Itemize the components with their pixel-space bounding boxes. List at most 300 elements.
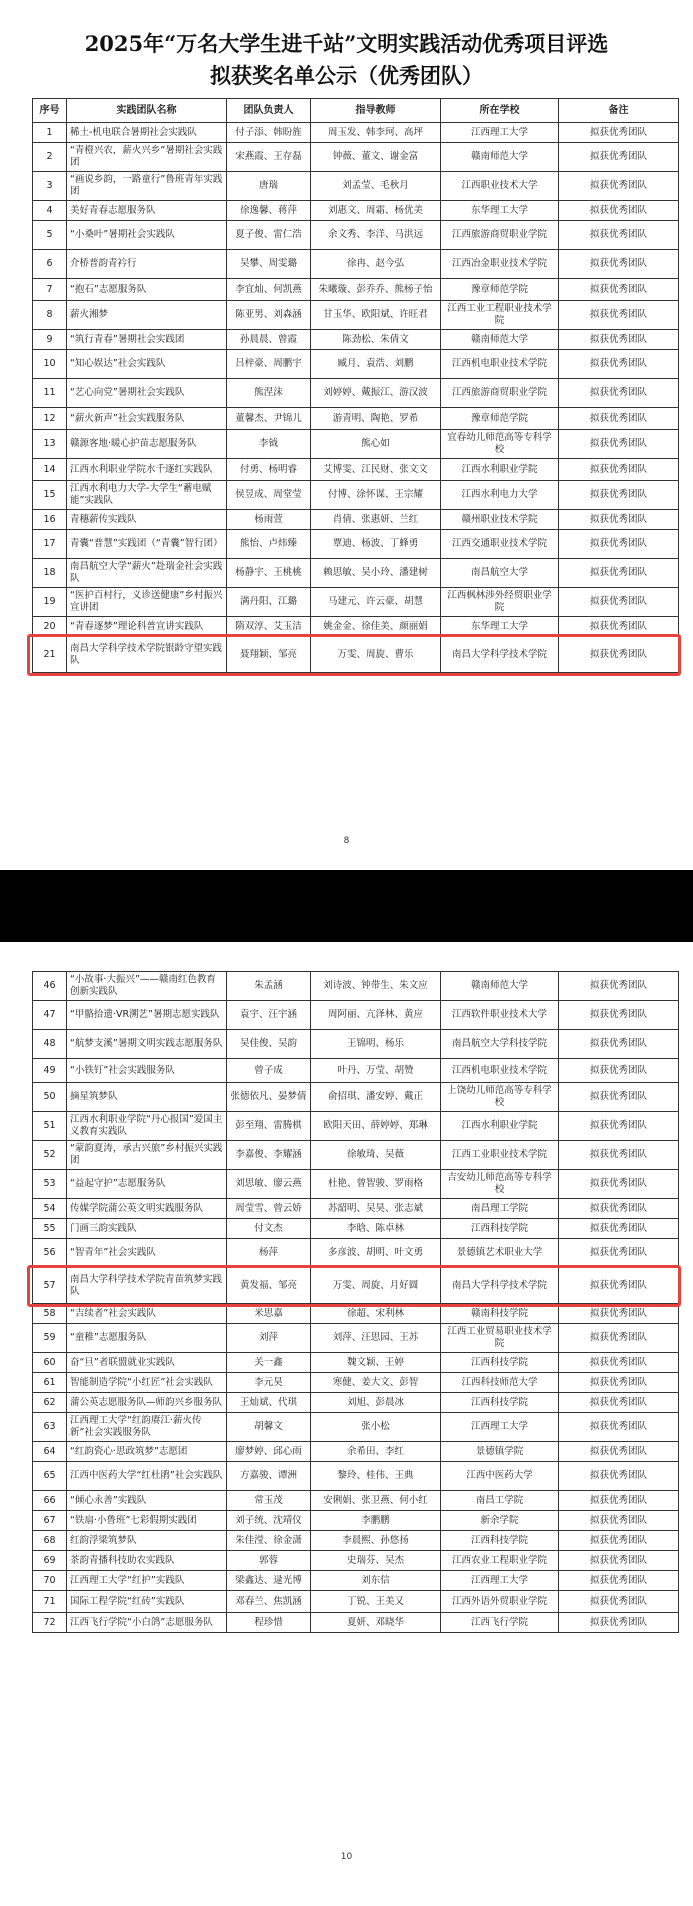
advisor: 叶丹、万莹、胡赞 (311, 1059, 441, 1083)
note: 拟获优秀团队 (559, 350, 679, 379)
note: 拟获优秀团队 (559, 1083, 679, 1112)
note: 拟获优秀团队 (559, 330, 679, 350)
note: 拟获优秀团队 (559, 1531, 679, 1551)
team-name: 南昌大学科学技术学院银龄守望实践队 (67, 637, 227, 673)
team-name: 门画三韵实践队 (67, 1219, 227, 1239)
team-leader: 彭至翔、雷腾棋 (227, 1112, 311, 1141)
row-number: 56 (33, 1239, 67, 1268)
note: 拟获优秀团队 (559, 301, 679, 330)
row-number: 67 (33, 1511, 67, 1531)
row-number: 55 (33, 1219, 67, 1239)
note: 拟获优秀团队 (559, 1442, 679, 1462)
note: 拟获优秀团队 (559, 1393, 679, 1413)
note: 拟获优秀团队 (559, 1170, 679, 1199)
school-name: 南昌航空大学科技学院 (441, 1030, 559, 1059)
note: 拟获优秀团队 (559, 1462, 679, 1491)
note: 拟获优秀团队 (559, 588, 679, 617)
team-name: 红韵浮梁筑梦队 (67, 1531, 227, 1551)
table-row (33, 559, 679, 588)
team-leader: 刘子统、沈靖仪 (227, 1511, 311, 1531)
advisor: 钟薇、董文、谢金富 (311, 143, 441, 172)
team-leader: 隋双淳、艾玉洁 (227, 617, 311, 637)
team-name: “蒙韵夏涛，承古兴旅”乡村振兴实践团 (67, 1141, 227, 1170)
note: 拟获优秀团队 (559, 1239, 679, 1268)
note: 拟获优秀团队 (559, 972, 679, 1001)
row-number: 3 (33, 172, 67, 201)
team-leader: 付文杰 (227, 1219, 311, 1239)
row-number: 10 (33, 350, 67, 379)
school-name: 南昌大学科学技术学院 (441, 1268, 559, 1304)
team-name: “青橙兴农，薪火兴乡”暑期社会实践团 (67, 143, 227, 172)
team-leader: 郭蓉 (227, 1551, 311, 1571)
table-row (33, 1551, 679, 1571)
table-row (33, 1373, 679, 1393)
page-number: 8 (343, 836, 350, 846)
advisor: 史瑞芬、吴杰 (311, 1551, 441, 1571)
table-row (33, 1491, 679, 1511)
team-name: 赣源客地·暖心护苗志愿服务队 (67, 430, 227, 459)
row-number: 68 (33, 1531, 67, 1551)
note: 拟获优秀团队 (559, 1199, 679, 1219)
school-name: 新余学院 (441, 1511, 559, 1531)
team-name: “吉续者”社会实践队 (67, 1304, 227, 1324)
advisor: 杜艳、曾智骏、罗雨格 (311, 1170, 441, 1199)
advisor: 臧月、袁浩、刘鹏 (311, 350, 441, 379)
table-row (33, 430, 679, 459)
row-number: 66 (33, 1491, 67, 1511)
table-row (33, 1268, 679, 1304)
advisor: 万雯、周旋、月好圆 (311, 1268, 441, 1304)
header-leader: 团队负责人 (227, 99, 311, 123)
row-number: 57 (33, 1268, 67, 1304)
school-name: 江西水利电力大学 (441, 481, 559, 510)
row-number: 16 (33, 510, 67, 530)
table-row (33, 301, 679, 330)
advisor: 多彦波、胡明、叶文勇 (311, 1239, 441, 1268)
note: 拟获优秀团队 (559, 1112, 679, 1141)
team-name: “倾心永善”实践队 (67, 1491, 227, 1511)
row-number: 1 (33, 123, 67, 143)
note: 拟获优秀团队 (559, 379, 679, 408)
advisor: 魏文颖、王婷 (311, 1353, 441, 1373)
team-name: “甲骼拾遗·VR溯艺”暑期志愿实践队 (67, 1001, 227, 1030)
advisor: 徐超、宋利林 (311, 1304, 441, 1324)
table-row (33, 1591, 679, 1613)
school-name: 江西工业工程职业技术学院 (441, 301, 559, 330)
table-row (33, 1304, 679, 1324)
team-leader: 张德依凡、晏梦倩 (227, 1083, 311, 1112)
row-number: 72 (33, 1613, 67, 1633)
team-leader: 王灿斌、代琪 (227, 1393, 311, 1413)
advisor: 陈劲松、朱倩文 (311, 330, 441, 350)
row-number: 12 (33, 408, 67, 430)
table-row (33, 379, 679, 408)
team-leader: 杨萍 (227, 1239, 311, 1268)
team-leader: 刘思敏、廖云燕 (227, 1170, 311, 1199)
table-header-row (33, 99, 679, 123)
team-name: “青春逐梦”理论科普宣讲实践队 (67, 617, 227, 637)
team-name: 青囊“普慧”实践团（“青囊”智行团） (67, 530, 227, 559)
table-row (33, 172, 679, 201)
school-name: 上饶幼儿师范高等专科学校 (441, 1083, 559, 1112)
school-name: 江西中医药大学 (441, 1462, 559, 1491)
table-row (33, 617, 679, 637)
row-number: 53 (33, 1170, 67, 1199)
advisor: 刘孟莹、毛秋月 (311, 172, 441, 201)
team-leader: 付子添、韩盼旌 (227, 123, 311, 143)
team-name: 江西飞行学院“小白鸽”志愿服务队 (67, 1613, 227, 1633)
advisor: 覃迪、杨波、丁蜂勇 (311, 530, 441, 559)
note: 拟获优秀团队 (559, 1373, 679, 1393)
row-number: 63 (33, 1413, 67, 1442)
team-name: 南昌大学科学技术学院青苗筑梦实践队 (67, 1268, 227, 1304)
note: 拟获优秀团队 (559, 408, 679, 430)
note: 拟获优秀团队 (559, 201, 679, 221)
advisor: 李晗、陈卓林 (311, 1219, 441, 1239)
table-row (33, 510, 679, 530)
page-number: 10 (340, 1852, 353, 1862)
school-name: 豫章师范学院 (441, 408, 559, 430)
team-name: “筑行青春”暑期社会实践团 (67, 330, 227, 350)
team-leader: 吴攀、周雯璐 (227, 250, 311, 279)
team-name: 江西水利电力大学-大学生“蓄电赋能”实践队 (67, 481, 227, 510)
school-name: 江西冶金职业技术学院 (441, 250, 559, 279)
table-row (33, 1413, 679, 1442)
team-leader: 关一鑫 (227, 1353, 311, 1373)
team-name: “铁扇·小鲁班”七彩假期实践团 (67, 1511, 227, 1531)
team-name: 江西水利职业学院水千逐红实践队 (67, 459, 227, 481)
advisor: 俞招琪、潘安婷、戴正 (311, 1083, 441, 1112)
row-number: 46 (33, 972, 67, 1001)
note: 拟获优秀团队 (559, 617, 679, 637)
table-row (33, 1571, 679, 1591)
row-number: 69 (33, 1551, 67, 1571)
team-name: 江西理工大学“红护”实践队 (67, 1571, 227, 1591)
team-name: “艺心向党”暑期社会实践队 (67, 379, 227, 408)
school-name: 东华理工大学 (441, 201, 559, 221)
note: 拟获优秀团队 (559, 1551, 679, 1571)
team-name: “知心娱达”社会实践队 (67, 350, 227, 379)
row-number: 47 (33, 1001, 67, 1030)
note: 拟获优秀团队 (559, 279, 679, 301)
team-leader: 满丹阳、江璐 (227, 588, 311, 617)
award-table-page-2 (32, 971, 679, 1633)
school-name: 南昌理工学院 (441, 1199, 559, 1219)
school-name: 东华理工大学 (441, 617, 559, 637)
header-team-name: 实践团队名称 (67, 99, 227, 123)
school-name: 江西理工大学 (441, 1571, 559, 1591)
team-leader: 夏子俊、雷仁浩 (227, 221, 311, 250)
note: 拟获优秀团队 (559, 1413, 679, 1442)
row-number: 2 (33, 143, 67, 172)
row-number: 70 (33, 1571, 67, 1591)
advisor: 朱曦璇、彭乔乔、熊杨子怡 (311, 279, 441, 301)
school-name: 江西水利职业学院 (441, 1112, 559, 1141)
advisor: 马建元、许云豪、胡慧 (311, 588, 441, 617)
advisor: 刘诗波、钟带生、朱文应 (311, 972, 441, 1001)
school-name: 南昌大学科学技术学院 (441, 637, 559, 673)
team-name: 江西理工大学“红韵赓江·薪火传新”社会实践服务队 (67, 1413, 227, 1442)
advisor: 刘旭、彭晨冰 (311, 1393, 441, 1413)
note: 拟获优秀团队 (559, 1219, 679, 1239)
row-number: 60 (33, 1353, 67, 1373)
team-leader: 周莹雪、曾云娇 (227, 1199, 311, 1219)
team-leader: 袁宇、汪宇涵 (227, 1001, 311, 1030)
advisor: 夏妍、邓晓华 (311, 1613, 441, 1633)
row-number: 14 (33, 459, 67, 481)
row-number: 71 (33, 1591, 67, 1613)
advisor: 艾博雯、江民财、张文文 (311, 459, 441, 481)
advisor: 苏韶明、吴昊、张志斌 (311, 1199, 441, 1219)
school-name: 江西旅游商贸职业学院 (441, 379, 559, 408)
team-name: 奋“旦”者联盟就业实践队 (67, 1353, 227, 1373)
table-row (33, 459, 679, 481)
table-row (33, 481, 679, 510)
team-name: 茶韵青播科技助农实践队 (67, 1551, 227, 1571)
team-name: 蒲公英志愿服务队—师韵兴乡服务队 (67, 1393, 227, 1413)
team-leader: 朱孟涵 (227, 972, 311, 1001)
note: 拟获优秀团队 (559, 1304, 679, 1324)
advisor: 肖倩、张惠妍、兰红 (311, 510, 441, 530)
team-leader: 吴佳俊、吴韵 (227, 1030, 311, 1059)
row-number: 8 (33, 301, 67, 330)
team-leader: 方嘉骏、谭洲 (227, 1462, 311, 1491)
row-number: 58 (33, 1304, 67, 1324)
school-name: 江西科技学院 (441, 1393, 559, 1413)
note: 拟获优秀团队 (559, 1591, 679, 1613)
advisor: 余文秀、李洋、马洪远 (311, 221, 441, 250)
table-row (33, 143, 679, 172)
team-leader: 米思嘉 (227, 1304, 311, 1324)
table-row (33, 408, 679, 430)
team-name: “薪火新声”社会实践服务队 (67, 408, 227, 430)
row-number: 18 (33, 559, 67, 588)
row-number: 9 (33, 330, 67, 350)
team-leader: 曾子成 (227, 1059, 311, 1083)
team-leader: 熊怡、卢炜臻 (227, 530, 311, 559)
row-number: 65 (33, 1462, 67, 1491)
table-row (33, 201, 679, 221)
school-name: 赣州职业技术学院 (441, 510, 559, 530)
team-leader: 付勇、杨明睿 (227, 459, 311, 481)
table-row (33, 1393, 679, 1413)
row-number: 51 (33, 1112, 67, 1141)
header-teacher: 指导教师 (311, 99, 441, 123)
team-name: 稀土-机电联合暑期社会实践队 (67, 123, 227, 143)
advisor: 付博、涂怀谋、王宗耀 (311, 481, 441, 510)
school-name: 江西外语外贸职业学院 (441, 1591, 559, 1613)
team-name: “医护百村行，义诊送健康”乡村振兴宣讲团 (67, 588, 227, 617)
row-number: 59 (33, 1324, 67, 1353)
page-separator (0, 870, 693, 942)
team-leader: 孙晨晨、曾霞 (227, 330, 311, 350)
table-row (33, 1083, 679, 1112)
row-number: 7 (33, 279, 67, 301)
table-row (33, 1219, 679, 1239)
team-name: 美好青春志愿服务队 (67, 201, 227, 221)
team-name: “小故事·大振兴”——赣南红色教育创新实践队 (67, 972, 227, 1001)
school-name: 江西工业职业技术学院 (441, 1141, 559, 1170)
school-name: 景德镇艺术职业大学 (441, 1239, 559, 1268)
team-name: “红韵瓷心·思政筑梦”志愿团 (67, 1442, 227, 1462)
team-name: 介桥普韵青衿行 (67, 250, 227, 279)
team-name: 江西中医药大学“红杜鹃”社会实践队 (67, 1462, 227, 1491)
school-name: 江西理工大学 (441, 123, 559, 143)
school-name: 江西科技学院 (441, 1531, 559, 1551)
note: 拟获优秀团队 (559, 221, 679, 250)
team-leader: 邓春兰、焦凯涵 (227, 1591, 311, 1613)
school-name: 江西飞行学院 (441, 1613, 559, 1633)
table-row (33, 1059, 679, 1083)
advisor: 余希田、李红 (311, 1442, 441, 1462)
table-row (33, 1001, 679, 1030)
advisor: 徐冉、赵今弘 (311, 250, 441, 279)
team-leader: 李嘉俊、李耀涵 (227, 1141, 311, 1170)
team-leader: 董馨杰、尹锦儿 (227, 408, 311, 430)
note: 拟获优秀团队 (559, 123, 679, 143)
note: 拟获优秀团队 (559, 1613, 679, 1633)
row-number: 21 (33, 637, 67, 673)
note: 拟获优秀团队 (559, 530, 679, 559)
note: 拟获优秀团队 (559, 1353, 679, 1373)
note: 拟获优秀团队 (559, 1571, 679, 1591)
advisor: 寒健、姜大文、彭智 (311, 1373, 441, 1393)
school-name: 江西机电职业技术学院 (441, 1059, 559, 1083)
school-name: 江西农业工程职业学院 (441, 1551, 559, 1571)
team-leader: 吕梓豪、周鹏宇 (227, 350, 311, 379)
school-name: 江西软件职业技术大学 (441, 1001, 559, 1030)
row-number: 54 (33, 1199, 67, 1219)
team-name: “智青年”社会实践队 (67, 1239, 227, 1268)
row-number: 6 (33, 250, 67, 279)
school-name: 宜春幼儿师范高等专科学校 (441, 430, 559, 459)
team-leader: 李钺 (227, 430, 311, 459)
team-name: “小铁钉”社会实践服务队 (67, 1059, 227, 1083)
team-name: 青穗薪传实践队 (67, 510, 227, 530)
header-school: 所在学校 (441, 99, 559, 123)
team-leader: 杨雨萱 (227, 510, 311, 530)
team-leader: 廖梦婷、邱心雨 (227, 1442, 311, 1462)
award-table-page-1 (32, 98, 679, 673)
school-name: 南昌工学院 (441, 1491, 559, 1511)
row-number: 62 (33, 1393, 67, 1413)
team-name: 国际工程学院“红砖”实践队 (67, 1591, 227, 1613)
table-row (33, 279, 679, 301)
team-leader: 徐逸馨、蒋萍 (227, 201, 311, 221)
note: 拟获优秀团队 (559, 510, 679, 530)
school-name: 江西科技学院 (441, 1219, 559, 1239)
table-row (33, 1170, 679, 1199)
team-leader: 唐瑞 (227, 172, 311, 201)
advisor: 熊心如 (311, 430, 441, 459)
school-name: 景德镇学院 (441, 1442, 559, 1462)
advisor: 甘玉华、欧阳斌、许旺君 (311, 301, 441, 330)
table-row (33, 1199, 679, 1219)
note: 拟获优秀团队 (559, 430, 679, 459)
school-name: 南昌航空大学 (441, 559, 559, 588)
school-name: 江西枫林涉外经贸职业学院 (441, 588, 559, 617)
advisor: 李鹏鹏 (311, 1511, 441, 1531)
table-row (33, 250, 679, 279)
advisor: 万雯、周旋、曹乐 (311, 637, 441, 673)
advisor: 刘婷婷、戴振江、游汉波 (311, 379, 441, 408)
table-row (33, 123, 679, 143)
team-leader: 聂翔颖、邹亮 (227, 637, 311, 673)
advisor: 刘东信 (311, 1571, 441, 1591)
team-leader: 朱佳滢、徐金潇 (227, 1531, 311, 1551)
school-name: 赣南师范大学 (441, 143, 559, 172)
row-number: 52 (33, 1141, 67, 1170)
team-leader: 陈亚男、刘森涵 (227, 301, 311, 330)
school-name: 江西科技学院 (441, 1353, 559, 1373)
table-row (33, 350, 679, 379)
school-name: 江西水利职业学院 (441, 459, 559, 481)
school-name: 江西科技师范大学 (441, 1373, 559, 1393)
school-name: 江西工业贸易职业技术学院 (441, 1324, 559, 1353)
advisor: 姚金金、徐佳美、颜丽娟 (311, 617, 441, 637)
team-leader: 宋燕霞、王存磊 (227, 143, 311, 172)
team-leader: 胡馨文 (227, 1413, 311, 1442)
table-row (33, 1239, 679, 1268)
row-number: 50 (33, 1083, 67, 1112)
school-name: 赣南科技学院 (441, 1304, 559, 1324)
note: 拟获优秀团队 (559, 1001, 679, 1030)
school-name: 赣南师范大学 (441, 972, 559, 1001)
advisor: 游青明、陶艳、罗希 (311, 408, 441, 430)
table-body-page-1 (33, 123, 679, 673)
note: 拟获优秀团队 (559, 1324, 679, 1353)
note: 拟获优秀团队 (559, 459, 679, 481)
advisor: 徐敏琦、吴薇 (311, 1141, 441, 1170)
header-no: 序号 (33, 99, 67, 123)
team-name: 摘星筑梦队 (67, 1083, 227, 1112)
team-leader: 梁鑫达、逯光博 (227, 1571, 311, 1591)
row-number: 49 (33, 1059, 67, 1083)
team-name: “童稚”志愿服务队 (67, 1324, 227, 1353)
school-name: 豫章师范学院 (441, 279, 559, 301)
row-number: 4 (33, 201, 67, 221)
row-number: 48 (33, 1030, 67, 1059)
table-row (33, 221, 679, 250)
note: 拟获优秀团队 (559, 1511, 679, 1531)
note: 拟获优秀团队 (559, 637, 679, 673)
table-row (33, 588, 679, 617)
note: 拟获优秀团队 (559, 1141, 679, 1170)
note: 拟获优秀团队 (559, 481, 679, 510)
row-number: 15 (33, 481, 67, 510)
table-row (33, 972, 679, 1001)
school-name: 江西旅游商贸职业学院 (441, 221, 559, 250)
row-number: 20 (33, 617, 67, 637)
table-row (33, 1462, 679, 1491)
document-page-2 (0, 942, 693, 1906)
table-row (33, 1531, 679, 1551)
team-name: “航梦支溪”暑期文明实践志愿服务队 (67, 1030, 227, 1059)
school-name: 江西职业技术大学 (441, 172, 559, 201)
team-name: 南昌航空大学“薪火”赴瑞金社会实践队 (67, 559, 227, 588)
row-number: 19 (33, 588, 67, 617)
row-number: 13 (33, 430, 67, 459)
team-leader: 黄发福、邹亮 (227, 1268, 311, 1304)
team-name: “小桑叶”暑期社会实践队 (67, 221, 227, 250)
advisor: 王锦明、杨乐 (311, 1030, 441, 1059)
advisor: 刘萍、汪思园、王苏 (311, 1324, 441, 1353)
table-row (33, 1030, 679, 1059)
note: 拟获优秀团队 (559, 172, 679, 201)
note: 拟获优秀团队 (559, 559, 679, 588)
table-row (33, 1324, 679, 1353)
row-number: 64 (33, 1442, 67, 1462)
